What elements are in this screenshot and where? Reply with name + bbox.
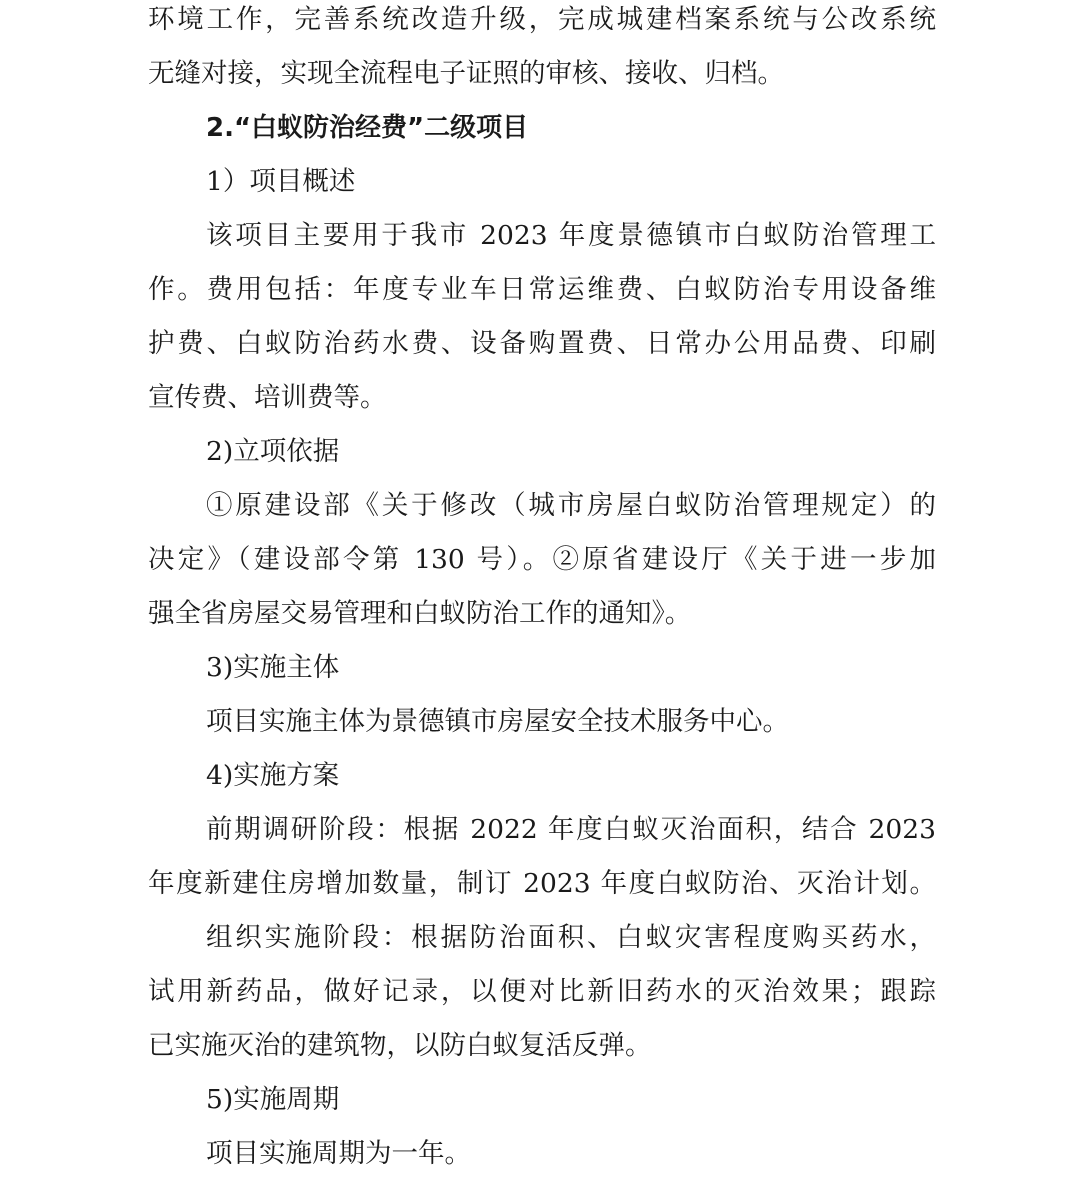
subsection-title: 2)立项依据	[206, 436, 340, 467]
paragraph-line: 组织实施阶段：根据防治面积、白蚁灾害程度购买药水，	[206, 922, 936, 953]
paragraph-line: 无缝对接，实现全流程电子证照的审核、接收、归档。	[148, 58, 784, 89]
paragraph-line: 年度新建住房增加数量，制订 2023 年度白蚁防治、灭治计划。	[148, 868, 936, 899]
paragraph-line: 项目实施周期为一年。	[206, 1138, 471, 1169]
paragraph-line: 试用新药品，做好记录，以便对比新旧药水的灭治效果；跟踪	[148, 976, 936, 1007]
subsection-title: 5)实施周期	[206, 1084, 340, 1115]
paragraph-line: 环境工作，完善系统改造升级，完成城建档案系统与公改系统	[148, 4, 936, 35]
paragraph-line: 已实施灭治的建筑物，以防白蚁复活反弹。	[148, 1030, 652, 1061]
subsection-title: 4)实施方案	[206, 760, 340, 791]
subsection-title: 3)实施主体	[206, 652, 340, 683]
paragraph-line: 前期调研阶段：根据 2022 年度白蚁灭治面积，结合 2023	[206, 814, 936, 845]
paragraph-line: 强全省房屋交易管理和白蚁防治工作的通知》。	[148, 598, 692, 629]
section-heading: 2.“白蚁防治经费”二级项目	[206, 113, 529, 143]
paragraph-line: 宣传费、培训费等。	[148, 382, 387, 413]
paragraph-line: ①原建设部《关于修改（城市房屋白蚁防治管理规定）的	[206, 490, 936, 521]
subsection-title: 1）项目概述	[206, 166, 356, 197]
paragraph-line: 项目实施主体为景德镇市房屋安全技术服务中心。	[206, 706, 789, 737]
paragraph-line: 作。费用包括：年度专业车日常运维费、白蚁防治专用设备维	[148, 274, 936, 305]
paragraph-line: 决定》（建设部令第 130 号）。②原省建设厅《关于进一步加	[148, 544, 936, 575]
paragraph-line: 护费、白蚁防治药水费、设备购置费、日常办公用品费、印刷	[148, 328, 936, 359]
paragraph-line: 该项目主要用于我市 2023 年度景德镇市白蚁防治管理工	[206, 220, 936, 251]
